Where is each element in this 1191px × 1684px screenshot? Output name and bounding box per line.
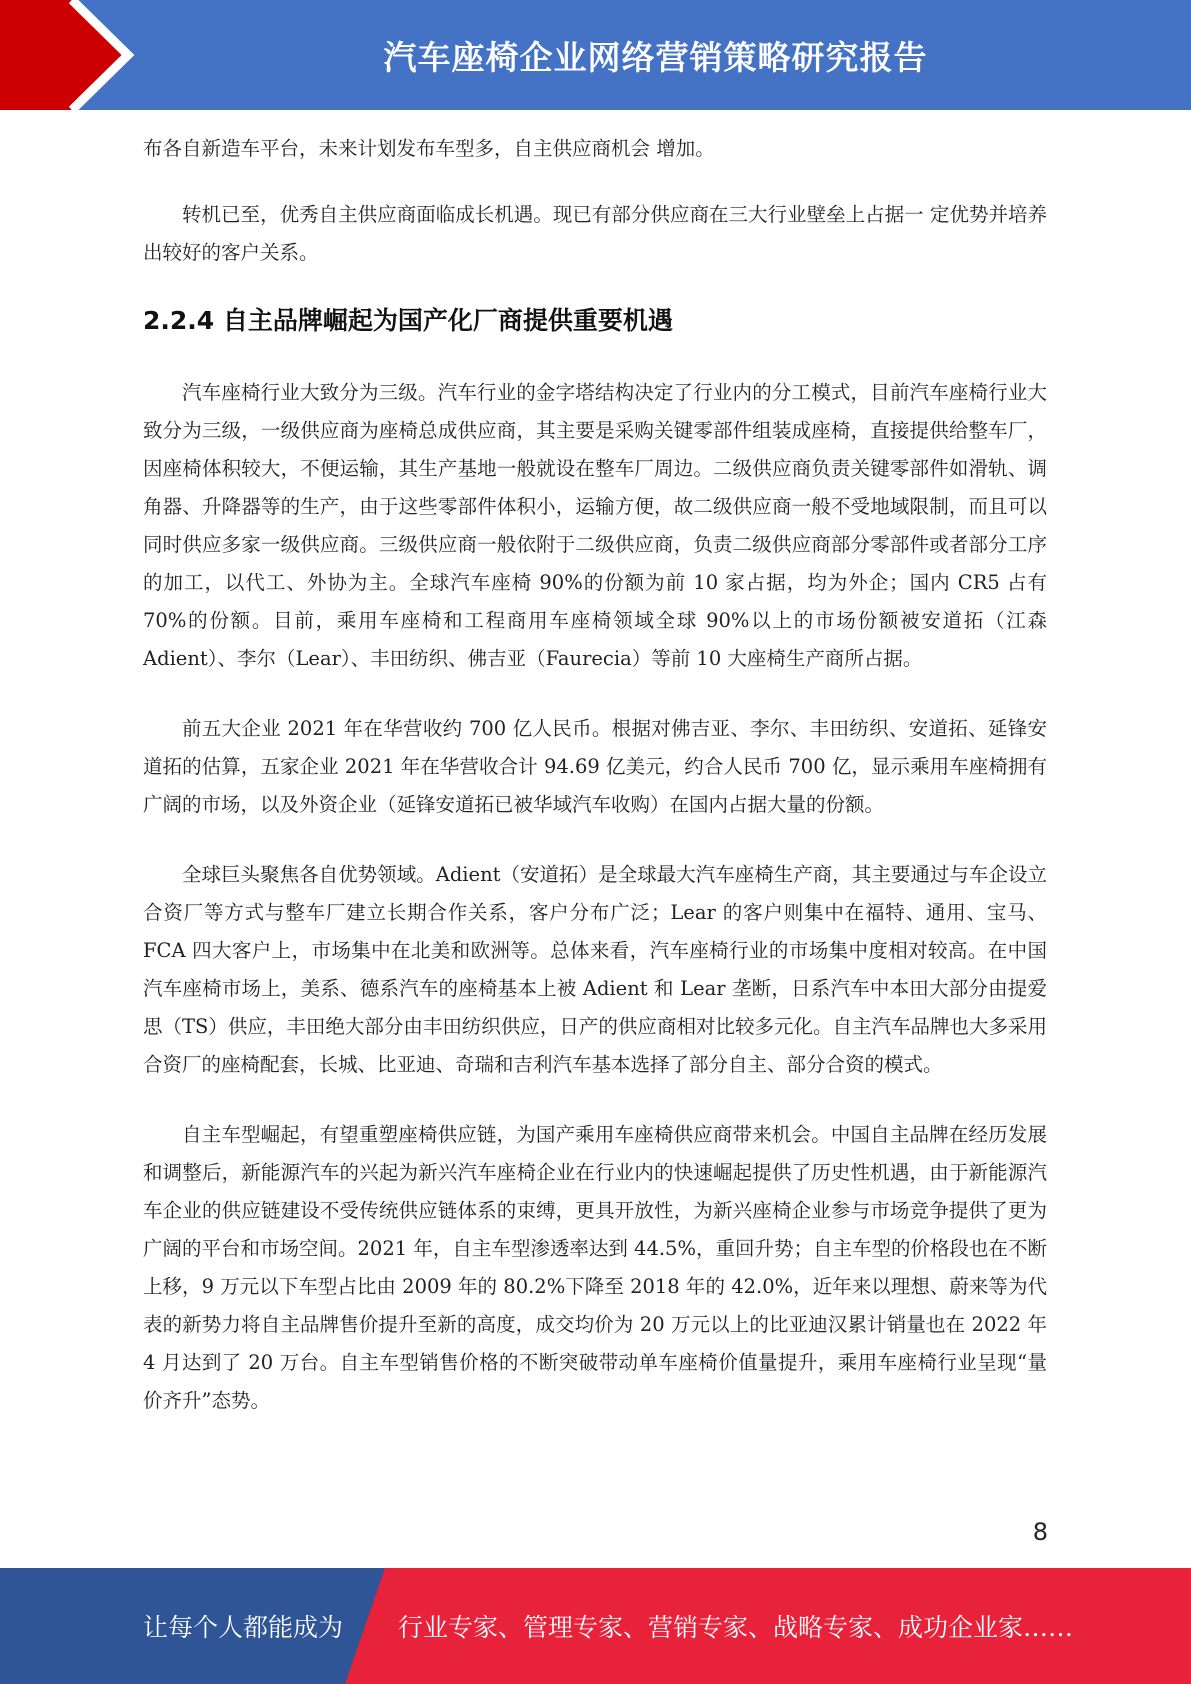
page-footer	[0, 1568, 1191, 1684]
footer-slogan-right: 行业专家、管理专家、营销专家、战略专家、成功企业家……	[398, 1613, 1074, 1642]
paragraph-domestic-rise: 自主车型崛起，有望重塑座椅供应链，为国产乘用车座椅供应商带来机会。中国自主品牌在经历发展和调整后，新能源汽车的兴起为新兴汽车座椅企业在行业内的快速崛起提供了历史性机遇，由于新能源汽车企业的供应链建设不受传统供应链体系的束缚，更具开放性，为新兴座椅企业参与市场竞争提供了更为广阔的平台和市场空间。2021 年，自主车型渗透率达到 44.5%，重回升势；自主车型的价格段也在不断上移，9 万元以下车型占比由 2009 年的 80.2%下降至 2018 年的 42.0%，近年来以理想、蔚来等为代表的新势力将自主品牌售价提升至新的高度，成交均价为 20 万元以上的比亚迪汉累计销量也在 2022 年 4 月达到了 20 万台。自主车型销售价格的不断突破带动单车座椅价值量提升，乘用车座椅行业呈现“量价齐升”态势。	[143, 1123, 1047, 1412]
paragraph-industry-tiers: 汽车座椅行业大致分为三级。汽车行业的金字塔结构决定了行业内的分工模式，目前汽车座椅行业大致分为三级，一级供应商为座椅总成供应商，其主要是采购关键零部件组装成座椅，直接提供给整车厂，因座椅体积较大，不便运输，其生产基地一般就设在整车厂周边。二级供应商负责关键零部件如滑轨、调角器、升降器等的生产，由于这些零部件体积小，运输方便，故二级供应商一般不受地域限制，而且可以同时供应多家一级供应商。三级供应商一般依附于二级供应商，负责二级供应商部分零部件或者部分工序的加工，以代工、外协为主。全球汽车座椅 90%的份额为前 10 家占据，均为外企；国内 CR5 占有 70%的份额。目前，乘用车座椅和工程商用车座椅领域全球 90%以上的市场份额被安道拓（江森 Adient）、李尔（Lear）、丰田纺织、佛吉亚（Faurecia）等前 10 大座椅生产商所占据。	[143, 381, 1047, 670]
report-title: 汽车座椅企业网络营销策略研究报告	[383, 37, 928, 77]
page-content	[143, 130, 1047, 1452]
section-heading: 2.2.4 自主品牌崛起为国产化厂商提供重要机遇	[143, 306, 673, 335]
paragraph-continuation: 布各自新造车平台，未来计划发布车型多，自主供应商机会 增加。	[143, 137, 715, 160]
footer-slogan-left: 让每个人都能成为	[143, 1613, 344, 1642]
page-number: 8	[1032, 1518, 1048, 1546]
paragraph-top-five-revenue: 前五大企业 2021 年在华营收约 700 亿人民币。根据对佛吉亚、李尔、丰田纺织、安道拓、延锋安道拓的估算，五家企业 2021 年在华营收合计 94.69 亿美元，约合人民币 700 亿，显示乘用车座椅拥有广阔的市场，以及外资企业（延锋安道拓已被华域汽车收购）在国内占据大量的份额。	[143, 717, 1047, 816]
paragraph-global-giants: 全球巨头聚焦各自优势领域。Adient（安道拓）是全球最大汽车座椅生产商，其主要通过与车企设立合资厂等方式与整车厂建立长期合作关系，客户分布广泛；Lear 的客户则集中在福特、通用、宝马、FCA 四大客户上，市场集中在北美和欧洲等。总体来看，汽车座椅行业的市场集中度相对较高。在中国汽车座椅市场上，美系、德系汽车的座椅基本上被 Adient 和 Lear 垄断，日系汽车中本田大部分由提爱思（TS）供应，丰田绝大部分由丰田纺织供应，日产的供应商相对比较多元化。自主汽车品牌也大多采用合资厂的座椅配套，长城、比亚迪、奇瑞和吉利汽车基本选择了部分自主、部分合资的模式。	[143, 863, 1047, 1076]
header-chevron-icon	[0, 0, 160, 110]
page-header	[0, 0, 1191, 110]
paragraph-turning-point: 转机已至，优秀自主供应商面临成长机遇。现已有部分供应商在三大行业壁垒上占据一 定优势并培养出较好的客户关系。	[143, 203, 1047, 264]
